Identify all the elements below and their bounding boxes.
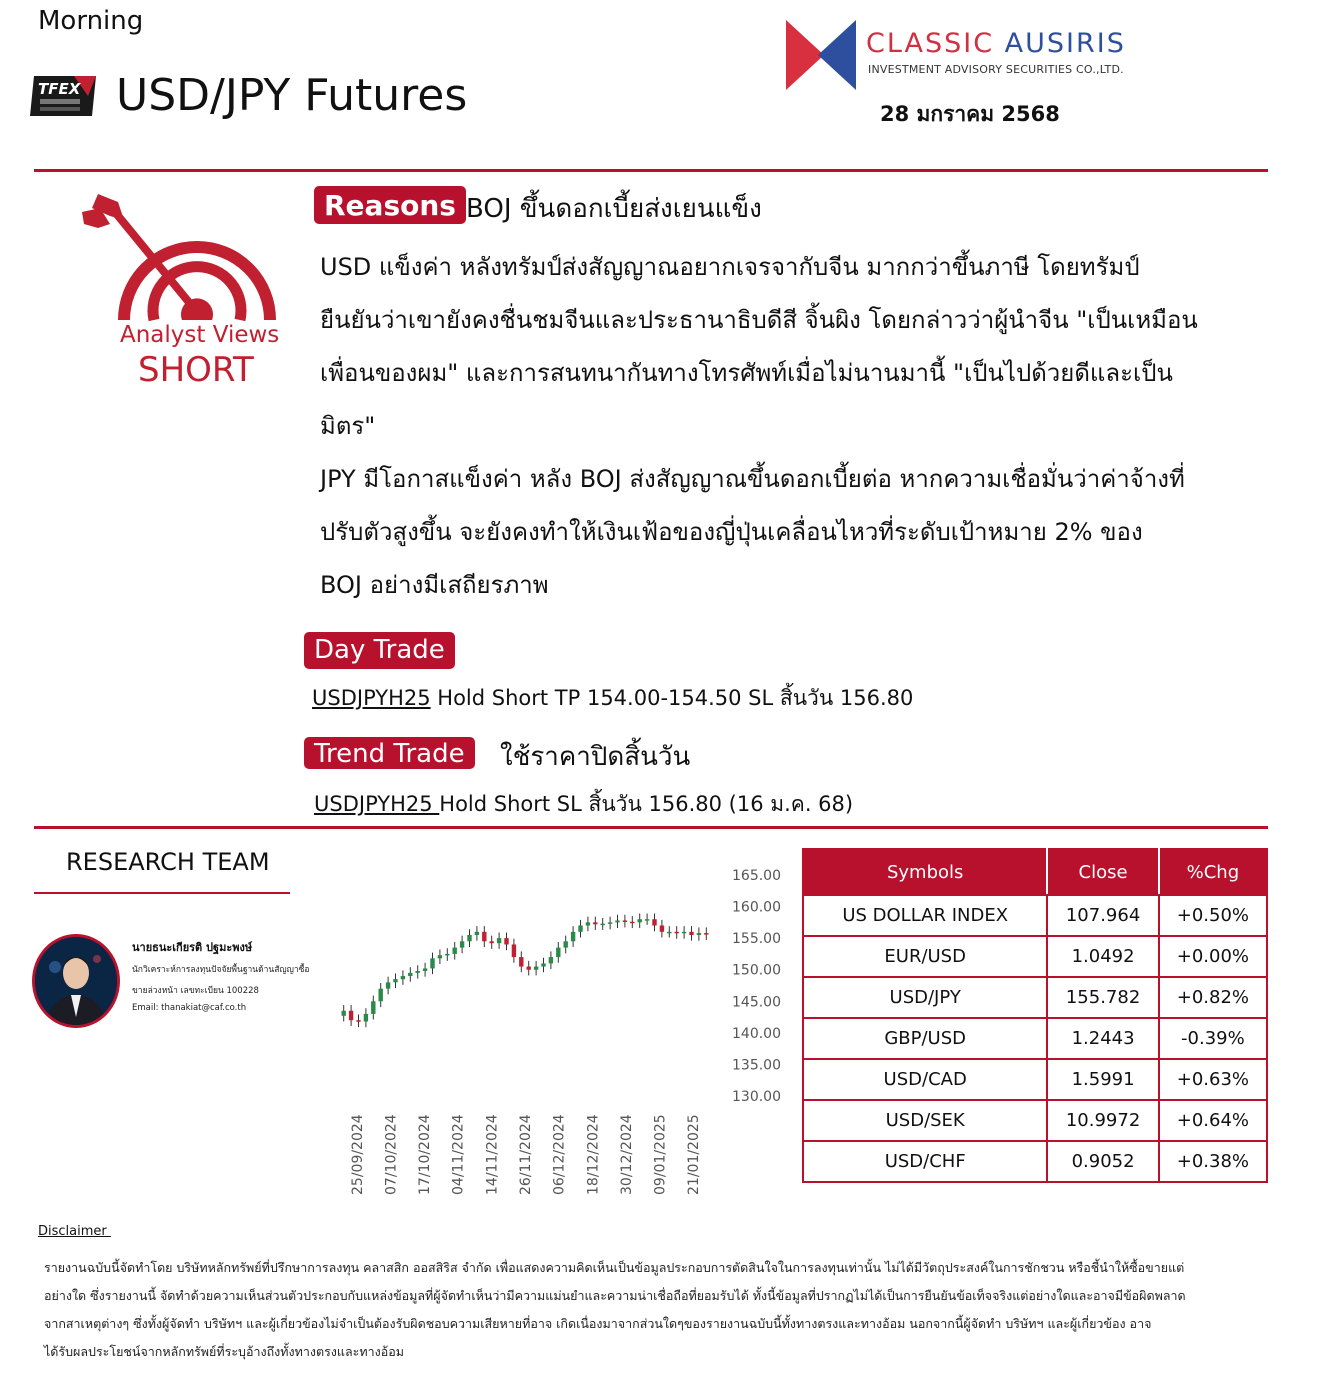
reasons-tag: Reasons <box>314 186 466 224</box>
symbol-cell: USD/SEK <box>803 1100 1047 1141</box>
candle <box>342 1005 346 1021</box>
candle <box>623 915 627 928</box>
x-tick-label: 14/11/2024 <box>484 1114 501 1195</box>
classic-ausiris-logo-icon <box>786 20 856 90</box>
brand-subtitle: INVESTMENT ADVISORY SECURITIES CO.,LTD. <box>868 63 1124 76</box>
chg-cell: +0.38% <box>1159 1141 1267 1182</box>
trend-trade-note: ใช้ราคาปิดสิ้นวัน <box>500 742 691 772</box>
candle <box>608 917 612 930</box>
y-tick-label: 155.00 <box>732 931 781 948</box>
reason-paragraph-usd <box>320 241 1270 453</box>
x-tick-label: 21/01/2025 <box>686 1114 703 1195</box>
x-tick-label: 18/12/2024 <box>585 1114 602 1195</box>
candle <box>689 926 693 941</box>
candle <box>460 936 464 954</box>
section-divider <box>34 826 1268 829</box>
day-trade-signal <box>312 682 913 715</box>
disclaimer-line: จากสาเหตุต่างๆ ซึ่งทั้งผู้จัดทำ บริษัทฯ และผู้เกี่ยวข้องไม่จำเป็นต้องรับผิดชอบความเสียหายที่อาจ เกิดเนื่องมาจากส่วนใดๆของรายงานฉบับนี้ทั้งทางตรงและทางอ้อม นอกจากนี้ผู้จัดทำ บริษัทฯ และผู้เกี่ยวข้อง อาจ <box>44 1316 1152 1331</box>
trend-trade-action: Hold Short SL สิ้นวัน 156.80 (16 ม.ค. 68) <box>439 792 854 816</box>
y-tick-label: 130.00 <box>732 1089 781 1105</box>
close-cell: 1.5991 <box>1047 1059 1158 1100</box>
symbol-cell: US DOLLAR INDEX <box>803 895 1047 936</box>
chg-cell: -0.39% <box>1159 1018 1267 1059</box>
tfex-logo <box>30 72 100 120</box>
candle <box>393 974 397 989</box>
candle <box>475 926 479 941</box>
tfex-logo-text: TFEX <box>38 80 81 98</box>
candle <box>386 977 390 995</box>
candle <box>482 926 486 947</box>
analyst-name: นายธนะเกียรติ ปฐมะพงษ์ <box>132 941 253 954</box>
paragraph-line: ปรับตัวสูงขึ้น จะยังคงทำให้เงินเฟ้อของญี่ปุ่นเคลื่อนไหวที่ระดับเป้าหมาย 2% ของ <box>320 518 1143 546</box>
col-header-chg: %Chg <box>1159 849 1267 895</box>
report-date: 28 มกราคม 2568 <box>880 102 1060 126</box>
analyst-view-position: SHORT <box>138 350 254 390</box>
paragraph-line: BOJ อย่างมีเสถียรภาพ <box>320 571 549 599</box>
candle <box>704 927 708 940</box>
y-tick-label: 150.00 <box>732 962 781 979</box>
candle <box>401 970 405 985</box>
candle <box>549 951 553 969</box>
symbol-cell: USD/CHF <box>803 1141 1047 1182</box>
quotes-table <box>802 848 1268 1183</box>
reason-paragraph-jpy <box>320 453 1270 612</box>
research-team-title: RESEARCH TEAM <box>66 848 270 876</box>
brand-name <box>866 28 1126 59</box>
y-tick-label: 140.00 <box>732 1025 781 1042</box>
candle <box>430 953 434 974</box>
candle <box>534 961 538 976</box>
y-tick-label: 165.00 <box>732 868 781 884</box>
candle <box>630 916 634 928</box>
candle <box>438 950 442 965</box>
candle <box>615 915 619 928</box>
day-trade-tag: Day Trade <box>304 632 455 669</box>
chg-cell: +0.82% <box>1159 977 1267 1018</box>
close-cell: 10.9972 <box>1047 1100 1158 1141</box>
trend-trade-symbol: USDJPYH25 <box>314 792 440 816</box>
day-trade-symbol: USDJPYH25 <box>312 686 431 710</box>
x-tick-label: 07/10/2024 <box>383 1114 400 1195</box>
quotes-header-row <box>803 849 1267 895</box>
x-tick-label: 30/12/2024 <box>618 1114 635 1195</box>
candle <box>638 914 642 929</box>
table-row <box>803 895 1267 936</box>
y-tick-label: 160.00 <box>732 899 781 916</box>
paragraph-line: ยืนยันว่าเขายังคงชื่นชมจีนและประธานาธิบดีสี จิ้นผิง โดยกล่าวว่าผู้นำจีน "เป็นเหมือน <box>320 306 1198 334</box>
brand-name-part-2: AUSIRIS <box>1004 28 1126 59</box>
candle <box>593 917 597 930</box>
candle <box>682 926 686 939</box>
table-row <box>803 1059 1267 1100</box>
candle <box>504 932 508 950</box>
disclaimer-line: รายงานฉบับนี้จัดทำโดย บริษัทหลักทรัพย์ที่ปรึกษาการลงทุน คลาสสิก ออสสิริส จำกัด เพื่อแสดงความคิดเห็นเป็นข้อมูลประกอบการตัดสินใจในการลงทุนเท่านั้น ไม่ได้มีวัตถุประสงค์ในการชักชวน หรือชี้นำให้ซื้อขายแต่ <box>44 1260 1185 1275</box>
candle <box>527 961 531 976</box>
paragraph-line: มิตร" <box>320 412 376 440</box>
candle <box>541 958 545 973</box>
candle <box>408 967 412 982</box>
usdjpy-price-chart <box>330 860 790 1200</box>
col-header-symbols: Symbols <box>803 849 1047 895</box>
page-title: USD/JPY Futures <box>116 70 468 121</box>
candle <box>371 996 375 1020</box>
close-cell: 0.9052 <box>1047 1141 1158 1182</box>
candle <box>379 983 383 1007</box>
candle <box>660 920 664 938</box>
x-tick-label: 09/01/2025 <box>652 1114 669 1195</box>
paragraph-line: เพื่อนของผม" และการสนทนากันทางโทรศัพท์เมื่อไม่นานมานี้ "เป็นไปด้วยดีและเป็น <box>320 359 1173 387</box>
analyst-role: นักวิเคราะห์การลงทุนปัจจัยพื้นฐานด้านสัญญาซื้อ <box>132 965 310 975</box>
trend-trade-signal <box>314 788 853 821</box>
candle <box>667 926 671 937</box>
close-cell: 1.0492 <box>1047 936 1158 977</box>
symbol-cell: GBP/USD <box>803 1018 1047 1059</box>
col-header-close: Close <box>1047 849 1158 895</box>
chg-cell: +0.64% <box>1159 1100 1267 1141</box>
candle <box>571 926 575 947</box>
analyst-avatar <box>32 934 120 1028</box>
disclaimer-line: ได้รับผลประโยชน์จากหลักทรัพย์ที่ระบุอ้างถึงทั้งทางตรงและทางอ้อม <box>44 1344 404 1359</box>
y-tick-label: 145.00 <box>732 994 781 1011</box>
x-tick-label: 06/12/2024 <box>551 1114 568 1195</box>
analyst-license: ขายล่วงหน้า เลขทะเบียน 100228 <box>132 986 259 996</box>
candle <box>564 936 568 954</box>
candle <box>416 965 420 978</box>
paragraph-line: USD แข็งค่า หลังทรัมป์ส่งสัญญาณอยากเจรจากับจีน มากกว่าขึ้นภาษี โดยทรัมป์ <box>320 253 1140 281</box>
chg-cell: +0.63% <box>1159 1059 1267 1100</box>
trend-trade-tag: Trend Trade <box>304 737 475 769</box>
table-row <box>803 1100 1267 1141</box>
candle <box>512 939 516 963</box>
reasons-headline: BOJ ขึ้นดอกเบี้ยส่งเยนแข็ง <box>466 194 762 224</box>
analyst-portrait-icon <box>35 937 117 1025</box>
candle <box>467 929 471 947</box>
candle <box>364 1008 368 1027</box>
candle <box>652 914 656 932</box>
disclaimer-title: Disclaimer <box>38 1224 111 1239</box>
y-tick-label: 135.00 <box>732 1057 781 1074</box>
chg-cell: +0.50% <box>1159 895 1267 936</box>
table-row <box>803 1018 1267 1059</box>
candle <box>356 1015 360 1028</box>
symbol-cell: USD/JPY <box>803 977 1047 1018</box>
edition-label: Morning <box>38 6 144 36</box>
brand-name-part-1: CLASSIC <box>866 28 995 59</box>
candle <box>497 932 501 948</box>
research-team-underline <box>34 892 290 894</box>
x-tick-label: 25/09/2024 <box>349 1114 366 1195</box>
candle <box>601 918 605 930</box>
candle <box>697 927 701 940</box>
day-trade-action: Hold Short TP 154.00-154.50 SL สิ้นวัน 156.80 <box>430 686 914 710</box>
close-cell: 1.2443 <box>1047 1018 1158 1059</box>
candle <box>445 948 449 961</box>
analyst-view-label: Analyst Views <box>120 322 280 348</box>
candle <box>586 917 590 932</box>
table-row <box>803 1141 1267 1182</box>
target-arrow-icon <box>80 194 276 324</box>
candle <box>423 963 427 977</box>
candle <box>675 926 679 939</box>
candle <box>453 942 457 960</box>
x-tick-label: 04/11/2024 <box>450 1114 467 1195</box>
candle <box>578 920 582 938</box>
table-row <box>803 977 1267 1018</box>
candle <box>556 942 560 963</box>
analyst-email: Email: thanakiat@caf.co.th <box>132 1003 247 1013</box>
chg-cell: +0.00% <box>1159 936 1267 977</box>
close-cell: 155.782 <box>1047 977 1158 1018</box>
candle <box>645 914 649 925</box>
candle <box>519 951 523 972</box>
candle <box>490 936 494 949</box>
paragraph-line: JPY มีโอกาสแข็งค่า หลัง BOJ ส่งสัญญาณขึ้นดอกเบี้ยต่อ หากความเชื่อมั่นว่าค่าจ้างที่ <box>320 465 1185 493</box>
disclaimer-line: อย่างใด ซึ่งรายงานนี้ จัดทำด้วยความเห็นส่วนตัวประกอบกับแหล่งข้อมูลที่ผู้จัดทำเห็นว่ามีความแม่นยำและความน่าเชื่อถือที่ยอมรับได้ ทั้งนี้ข้อมูลที่ปรากฏไม่ได้เป็นการยืนยันข้อเท็จจริงแต่อย่างใดและอาจมีข้อผิดพลาด <box>44 1288 1186 1303</box>
table-row <box>803 936 1267 977</box>
symbol-cell: EUR/USD <box>803 936 1047 977</box>
close-cell: 107.964 <box>1047 895 1158 936</box>
candle <box>349 1005 353 1026</box>
header-divider <box>34 169 1268 172</box>
x-tick-label: 17/10/2024 <box>417 1114 434 1195</box>
disclaimer-text <box>44 1254 1284 1366</box>
symbol-cell: USD/CAD <box>803 1059 1047 1100</box>
x-tick-label: 26/11/2024 <box>518 1114 534 1195</box>
